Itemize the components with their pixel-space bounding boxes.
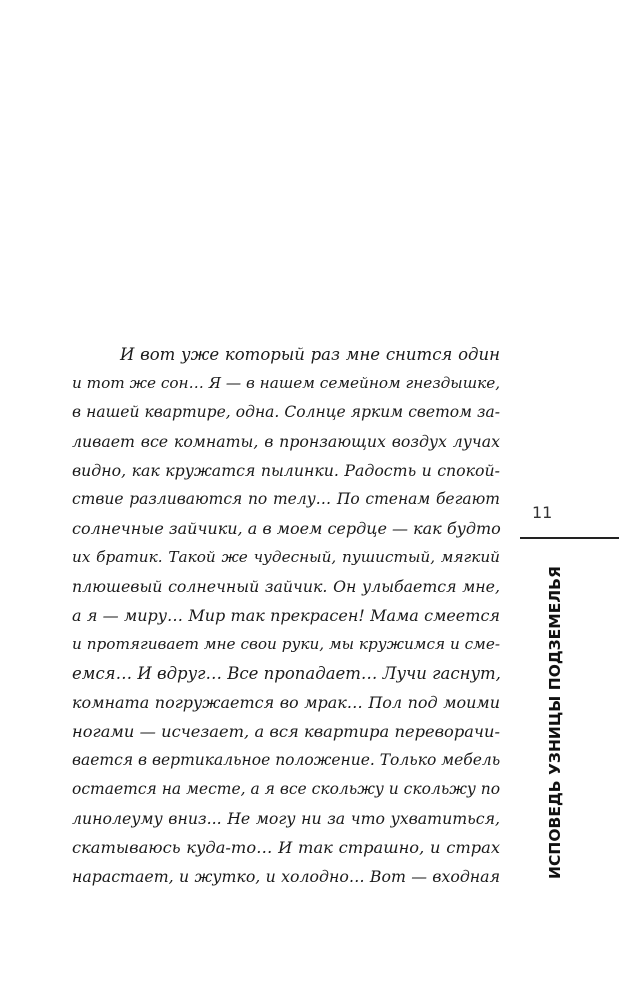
text-line: а я — миру… Мир так прекрасен! Мама смеется <box>72 606 500 625</box>
text-line: И вот уже который раз мне снится один <box>120 345 500 364</box>
text-line: и тот же сон… Я — в нашем семейном гнездышке, <box>72 374 501 392</box>
text-line: солнечные зайчики, а в моем сердце — как будто <box>72 519 501 538</box>
body-text <box>72 340 500 891</box>
running-title: ИСПОВЕДЬ УЗНИЦЫ ПОДЗЕМЕЛЬЯ <box>546 566 564 879</box>
text-line: скатываюсь куда-то… И так страшно, и страх <box>72 838 500 857</box>
text-line: емся… И вдруг… Все пропадает… Лучи гаснут, <box>72 664 501 683</box>
text-line: в нашей квартире, одна. Солнце ярким светом за- <box>72 403 500 421</box>
page-number: 11 <box>532 503 553 522</box>
page-number-rule <box>520 537 619 539</box>
text-line: нарастает, и жутко, и холодно… Вот — входная <box>72 867 500 886</box>
text-line: остается на месте, а я все скольжу и скольжу по <box>72 780 501 798</box>
text-line: ливает все комнаты, в пронзающих воздух лучах <box>72 432 500 451</box>
text-line: комната погружается во мрак… Пол под моими <box>72 693 500 712</box>
text-line: вается в вертикальное положение. Только мебель <box>72 751 501 769</box>
text-line: ногами — исчезает, а вся квартира переворачи- <box>72 722 500 741</box>
text-line: и протягивает мне свои руки, мы кружимся и сме- <box>72 635 500 653</box>
text-line: линолеуму вниз... Не могу ни за что ухватиться, <box>72 809 500 828</box>
text-line: ствие разливаются по телу… По стенам бегают <box>72 490 500 508</box>
text-line: их братик. Такой же чудесный, пушистый, мягкий <box>72 548 500 566</box>
text-line: плюшевый солнечный зайчик. Он улыбается мне, <box>72 577 500 596</box>
text-line: видно, как кружатся пылинки. Радость и спокой- <box>72 461 500 480</box>
